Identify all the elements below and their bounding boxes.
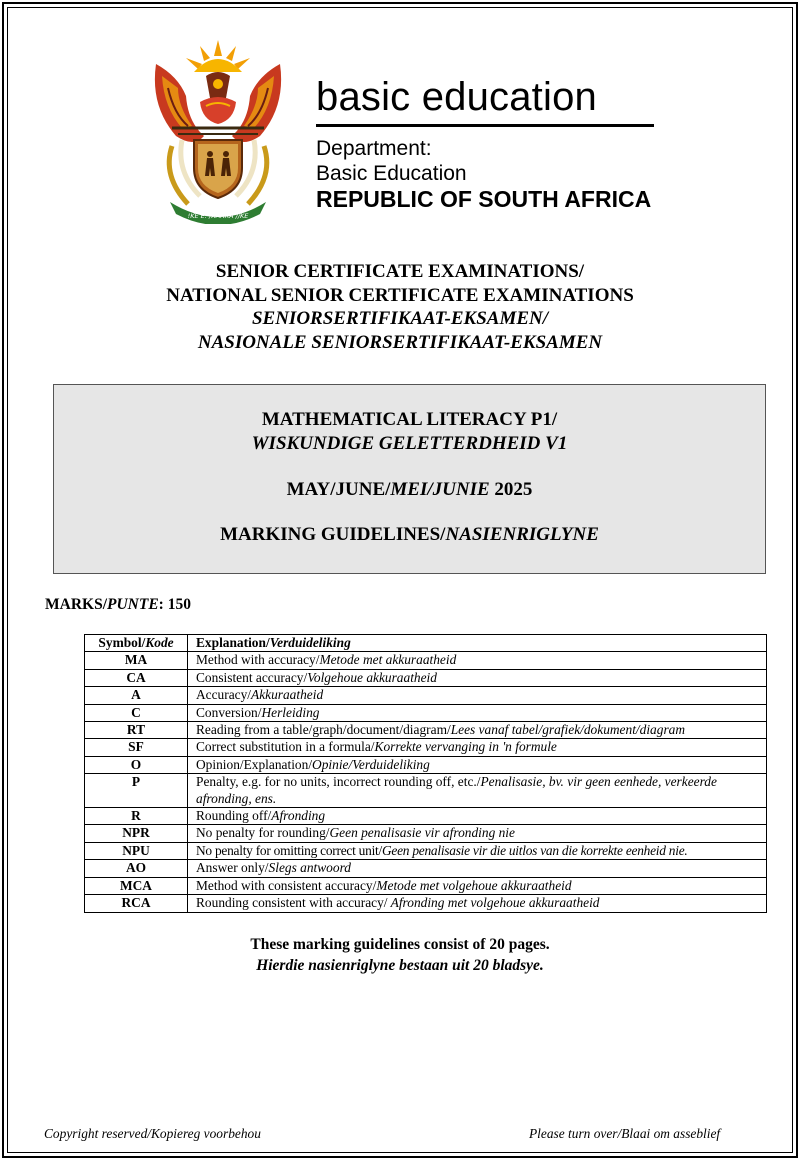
row-code: NPU xyxy=(85,842,188,859)
subject-en: MATHEMATICAL LITERACY P1/ xyxy=(261,409,558,430)
row-en: Accuracy/ xyxy=(196,687,252,703)
table-row xyxy=(85,774,767,808)
header-symbol-en: Symbol/ xyxy=(98,635,146,650)
table-row xyxy=(85,877,767,894)
row-en: Rounding consistent with accuracy/ xyxy=(196,895,388,911)
exam-title-en-2: NATIONAL SENIOR CERTIFICATE EXAMINATIONS xyxy=(166,284,634,306)
table-row xyxy=(85,669,767,686)
row-en: Method with consistent accuracy/ xyxy=(196,877,377,893)
guide-af: NASIENRIGLYNE xyxy=(445,524,599,545)
row-af: Lees vanaf tabel/grafiek/dokument/diagram xyxy=(450,722,686,738)
header-expl-en: Explanation/ xyxy=(196,635,270,650)
row-en: Penalty, e.g. for no units, incorrect rounding off, etc./ xyxy=(196,774,481,790)
symbol-legend-table xyxy=(84,634,767,913)
brand-divider xyxy=(316,124,654,127)
row-en: Correct substitution in a formula/ xyxy=(196,739,375,755)
row-code: A xyxy=(85,687,188,704)
row-code: MCA xyxy=(85,877,188,894)
row-explanation xyxy=(188,895,767,912)
guidelines-title xyxy=(54,523,765,547)
table-row xyxy=(85,652,767,669)
row-en: Method with accuracy/ xyxy=(196,652,320,668)
row-code: CA xyxy=(85,669,188,686)
row-af: Slegs antwoord xyxy=(268,860,351,876)
marks-label-en: MARKS/ xyxy=(45,596,107,613)
subject-box xyxy=(53,384,766,574)
row-code: SF xyxy=(85,739,188,756)
department-name: Basic Education xyxy=(316,162,467,185)
row-explanation xyxy=(188,739,767,756)
table-row xyxy=(85,739,767,756)
row-explanation xyxy=(188,722,767,739)
row-explanation xyxy=(188,756,767,773)
row-en: Rounding off/ xyxy=(196,808,272,824)
table-row xyxy=(85,687,767,704)
row-en: Consistent accuracy/ xyxy=(196,669,308,685)
date-year: 2025 xyxy=(489,479,533,500)
table-row xyxy=(85,860,767,877)
row-af: Geen penalisasie vir die uitlos van die korrekte eenheid nie. xyxy=(381,842,688,858)
department-label: Department: xyxy=(316,137,432,160)
total-marks xyxy=(45,596,191,614)
table-row xyxy=(85,842,767,859)
legend-header-row xyxy=(85,635,767,652)
row-explanation xyxy=(188,652,767,669)
row-explanation xyxy=(188,825,767,842)
row-en: No penalty for rounding/ xyxy=(196,825,330,841)
table-row xyxy=(85,704,767,721)
row-af: Penalisasie, bv. vir geen eenhede, verkeerde afronding, ens. xyxy=(196,774,717,806)
row-en: Opinion/Explanation/ xyxy=(196,756,313,772)
page-count-en: These marking guidelines consist of 20 pages. xyxy=(250,936,550,953)
brand-block xyxy=(316,74,656,213)
date-af: MEI/JUNIE xyxy=(390,479,490,500)
table-row xyxy=(85,825,767,842)
guide-en: MARKING GUIDELINES/ xyxy=(220,524,446,545)
row-code: NPR xyxy=(85,825,188,842)
row-af: Afronding met volgehoue akkuraatheid xyxy=(387,895,600,911)
table-row xyxy=(85,722,767,739)
table-row xyxy=(85,756,767,773)
header-expl-af: Verduideliking xyxy=(269,635,351,650)
row-explanation xyxy=(188,877,767,894)
marks-value: : 150 xyxy=(158,596,191,613)
row-code: RCA xyxy=(85,895,188,912)
exam-title-en-1: SENIOR CERTIFICATE EXAMINATIONS/ xyxy=(215,261,585,282)
date-en: MAY/JUNE/ xyxy=(286,479,391,500)
row-code: O xyxy=(85,756,188,773)
row-af: Herleiding xyxy=(261,704,320,720)
row-explanation xyxy=(188,842,767,859)
row-explanation xyxy=(188,669,767,686)
row-af: Akkuraatheid xyxy=(251,687,324,703)
marks-label-af: PUNTE xyxy=(107,596,159,613)
row-en: Conversion/ xyxy=(196,704,262,720)
row-code: MA xyxy=(85,652,188,669)
exam-titles xyxy=(0,260,800,354)
row-en: Answer only/ xyxy=(196,860,269,876)
row-explanation xyxy=(188,808,767,825)
crest-motto: !KE E: /XARRA //KE xyxy=(187,212,249,220)
row-af: Opinie/Verduideliking xyxy=(312,756,430,772)
row-af: Metode met akkuraatheid xyxy=(319,652,457,668)
row-af: Afronding xyxy=(271,808,326,824)
exam-title-af-2: NASIONALE SENIORSERTIFIKAAT-EKSAMEN xyxy=(197,331,603,353)
row-code: C xyxy=(85,704,188,721)
page-count-note xyxy=(0,934,800,976)
page-count-af: Hierdie nasienriglyne bestaan uit 20 bladsye. xyxy=(256,957,544,974)
row-explanation xyxy=(188,687,767,704)
row-code: RT xyxy=(85,722,188,739)
header-symbol-af: Kode xyxy=(145,635,174,650)
row-code: AO xyxy=(85,860,188,877)
row-explanation xyxy=(188,774,767,808)
row-code: P xyxy=(85,774,188,808)
row-af: Volgehoue akkuraatheid xyxy=(307,669,437,685)
country-name: REPUBLIC OF SOUTH AFRICA xyxy=(316,186,652,212)
footer-copyright: Copyright reserved/Kopiereg voorbehou xyxy=(44,1126,261,1141)
coat-of-arms-logo xyxy=(148,36,288,224)
subject-af: WISKUNDIGE GELETTERDHEID V1 xyxy=(251,433,568,454)
header-explanation xyxy=(188,635,767,652)
row-explanation xyxy=(188,704,767,721)
row-af: Korrekte vervanging in 'n formule xyxy=(374,739,557,755)
row-code: R xyxy=(85,808,188,825)
row-en: No penalty for omitting correct unit/ xyxy=(196,842,382,858)
header-symbol xyxy=(85,635,188,652)
row-en: Reading from a table/graph/document/diagram/ xyxy=(196,722,451,738)
footer-turn-over: Please turn over/Blaai om asseblief xyxy=(529,1126,721,1141)
row-af: Geen penalisasie vir afronding nie xyxy=(329,825,515,841)
row-explanation xyxy=(188,860,767,877)
exam-title-af-1: SENIORSERTIFIKAAT-EKSAMEN/ xyxy=(251,308,549,329)
table-row xyxy=(85,808,767,825)
exam-date xyxy=(54,478,765,502)
brand-title: basic education xyxy=(316,75,597,119)
table-row xyxy=(85,895,767,912)
row-af: Metode met volgehoue akkuraatheid xyxy=(376,877,572,893)
